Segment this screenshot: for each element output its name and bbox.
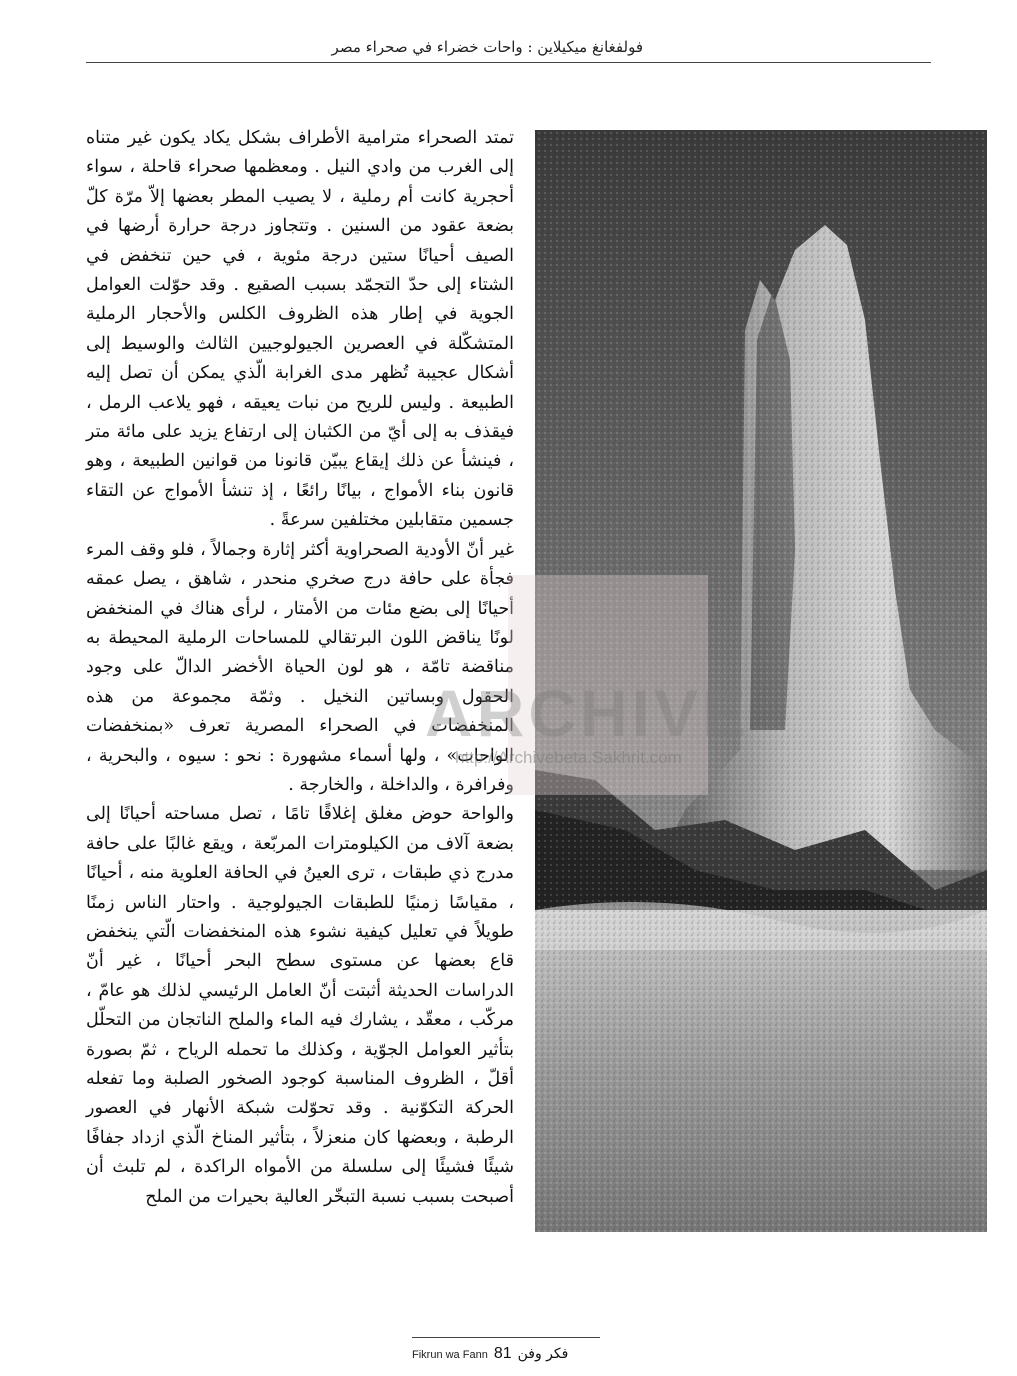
header-rule — [86, 62, 931, 63]
magazine-name-arabic: فكر وفن — [517, 1346, 569, 1362]
watermark-text: ARCHIVE — [425, 676, 751, 750]
watermark-url: http://Archivebeta.Sakhrit.com — [455, 748, 682, 767]
page-footer — [412, 1345, 602, 1369]
paragraph-3: والواحة حوض مغلق إغلاقًا تامًا ، تصل مساحته أحيانًا إلى بضعة آلاف من الكيلومترات المربّعة ، ويقع غالبًا على حافة مدرج ذي طبقات ، ترى العينُ في الحافة العلوية منه ، أحيانًا ، مقياسًا زمنيًا للطبقات الجيولوجية . واحتار الناس زمنًا طويلاً في تعليل كيفية نشوء هذه المنخفضات الّتي ينخفض قاع بعضها عن مستوى سطح البحر أحيانًا ، غير أنّ الدراسات الحديثة أثبتت أنّ العامل الرئيسي لذلك هو عامّ ، مركّب ، معقّد ، يشارك فيه الماء والملح الناتجان من التحلّل بتأثير العوامل الجوّية ، وكذلك ما تحمله الرياح ، ثمّ بصورة أقلّ ، الظروف المناسبة كوجود الصخور الصلبة وما تفعله الحركة التكوّنية . وقد تحوّلت شبكة الأنهار في العصور الرطبة ، وبعضها كان منعزلاً ، بتأثير المناخ الّذي ازداد جفافًا شيئًا فشيئًا إلى سلسلة من الأمواه الراكدة ، لم تلبث أن أصبحت بسبب نسبة التبخّر العالية بحيرات من الملح — [86, 804, 514, 1207]
article-body — [86, 124, 514, 1212]
footer-rule — [412, 1337, 600, 1338]
paragraph-2: غير أنّ الأودية الصحراوية أكثر إثارة وجمالاً ، فلو وقف المرء فجأة على حافة درج صخري منحدر ، شاهق ، يصل عمقه أحيانًا إلى بضع مئات من الأمتار ، لرأى هناك في المنخفض لونًا يناقض اللون البرتقالي للمساحات الرملية المحيطة به مناقضة تامّة ، هو لون الحياة الأخضر الدالّ على وجود الحقول وبساتين النخيل . وثمّة مجموعة من هذه المنخفضات في الصحراء المصرية تعرف «بمنخفضات الواحات» ، ولها أسماء مشهورة : نحو : سيوه ، والبحرية ، وفرافرة ، والداخلة ، والخارجة . — [86, 539, 514, 795]
running-head-title: فولفغانغ ميكيلاين : واحات خضراء في صحراء مصر — [331, 38, 643, 56]
magazine-name-latin: Fikrun wa Fann — [412, 1349, 488, 1361]
page-number: 81 — [493, 1345, 512, 1362]
paragraph-1: تمتد الصحراء مترامية الأطراف بشكل يكاد يكون غير متناه إلى الغرب من وادي النيل . ومعظمها صحراء قاحلة ، سواء أحجرية كانت أم رملية ، لا يصيب المطر بعضها إلاّ مرّة كلّ بضعة عقود من السنين . وتتجاوز درجة حرارة أرضها في الصيف أحيانًا ستين درجة مئوية ، في حين تنخفض في الشتاء إلى حدّ التجمّد بسبب الصقيع . وقد حوّلت العوامل الجوية في إطار هذه الظروف الكلس والأحجار الرملية المتشكّلة في العصرين الجيولوجيين الثالث والوسيط إلى أشكال عجيبة تُظهر مدى الغرابة الّذي يمكن أن تصل إليه الطبيعة . وليس للريح من نبات يعيقه ، فهو يلاعب الرمل ، فيقذف به إلى أيّ من الكثبان إلى ارتفاع يزيد على مائة متر ، فينشأ عن ذلك إيقاع يبيّن قانونا من قوانين الطبيعة ، وهو قانون بناء الأمواج ، بيانًا رائعًا ، إذ تنشأ الأمواج عن التقاء جسمين متقابلين مختلفين سرعةً . — [86, 128, 514, 531]
